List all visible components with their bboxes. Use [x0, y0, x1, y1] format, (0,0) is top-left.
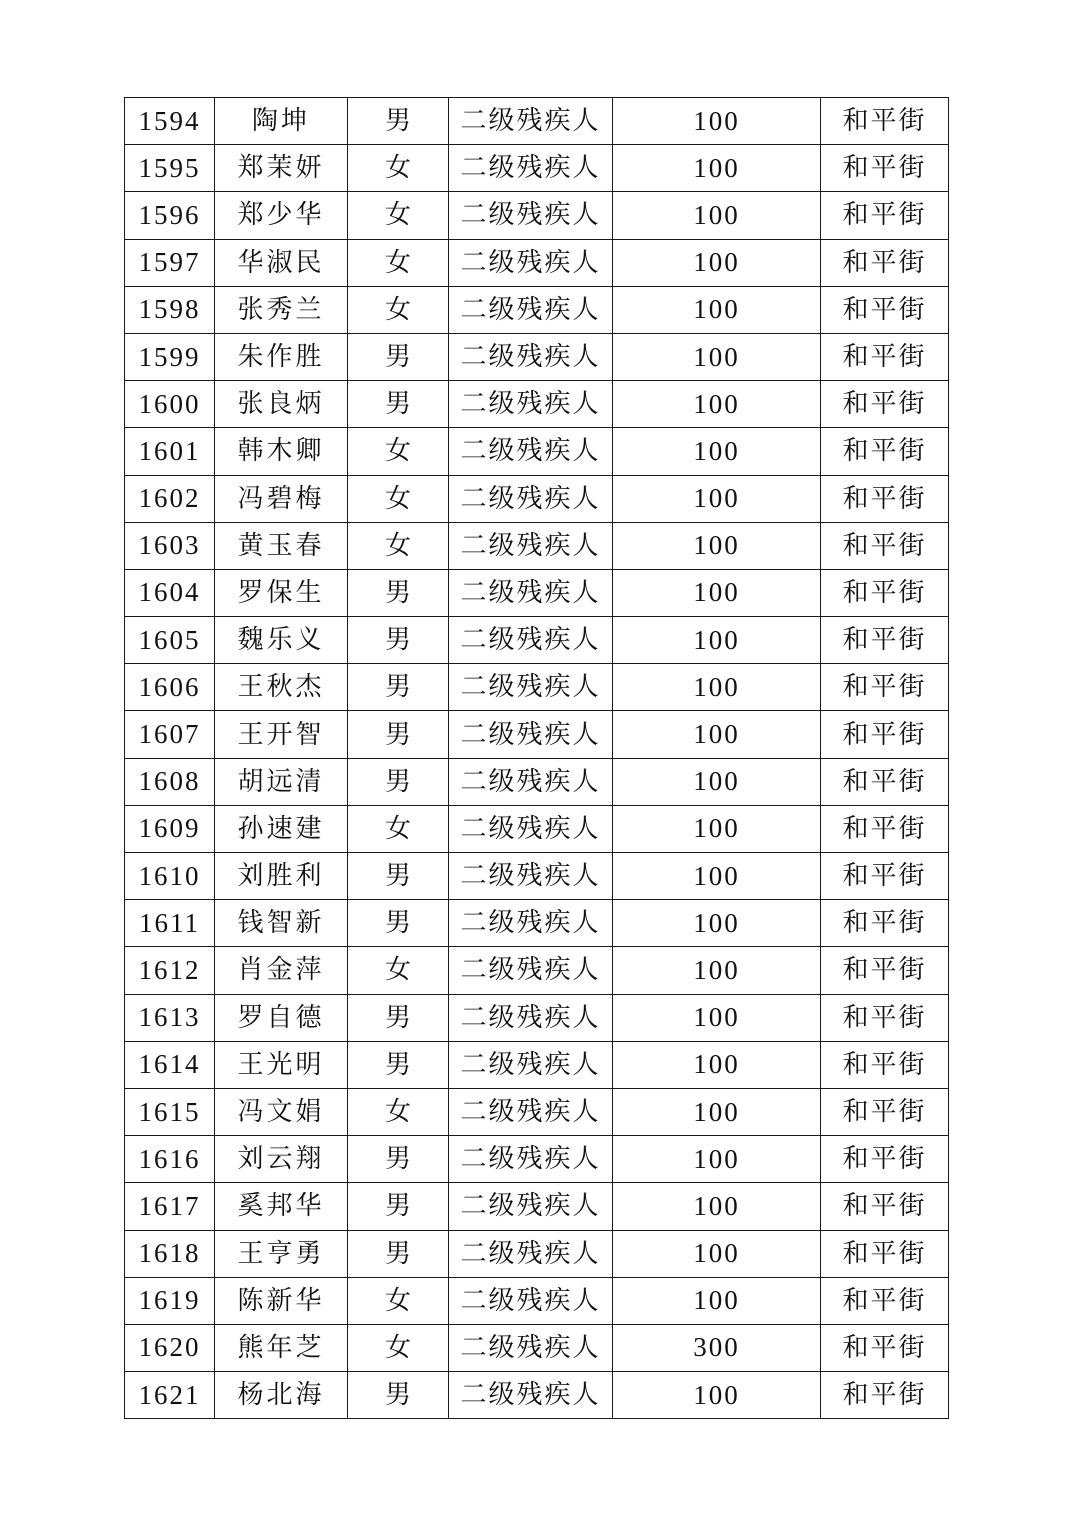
street-cell: 和平街: [821, 900, 949, 947]
name-cell: 王秋杰: [215, 664, 348, 711]
serial-number-cell: 1598: [125, 286, 215, 333]
gender-cell: 女: [348, 428, 449, 475]
amount-cell: 100: [613, 381, 821, 428]
serial-number-cell: 1613: [125, 994, 215, 1041]
street-cell: 和平街: [821, 333, 949, 380]
name-cell: 肖金萍: [215, 947, 348, 994]
serial-number-cell: 1615: [125, 1088, 215, 1135]
name-cell: 王亨勇: [215, 1230, 348, 1277]
street-cell: 和平街: [821, 475, 949, 522]
amount-cell: 100: [613, 853, 821, 900]
serial-number-cell: 1601: [125, 428, 215, 475]
table-row: [125, 994, 949, 1041]
table-row: [125, 522, 949, 569]
name-cell: 冯碧梅: [215, 475, 348, 522]
serial-number-cell: 1610: [125, 853, 215, 900]
table-row: [125, 805, 949, 852]
amount-cell: 100: [613, 239, 821, 286]
street-cell: 和平街: [821, 805, 949, 852]
table-row: [125, 664, 949, 711]
street-cell: 和平街: [821, 947, 949, 994]
name-cell: 冯文娟: [215, 1088, 348, 1135]
name-cell: 张秀兰: [215, 286, 348, 333]
disability-level-cell: 二级残疾人: [449, 1183, 613, 1230]
gender-cell: 男: [348, 569, 449, 616]
gender-cell: 女: [348, 1324, 449, 1371]
street-cell: 和平街: [821, 758, 949, 805]
disability-level-cell: 二级残疾人: [449, 192, 613, 239]
name-cell: 陈新华: [215, 1277, 348, 1324]
amount-cell: 100: [613, 522, 821, 569]
street-cell: 和平街: [821, 711, 949, 758]
roster-body: [125, 98, 949, 1419]
street-cell: 和平街: [821, 98, 949, 145]
gender-cell: 男: [348, 664, 449, 711]
amount-cell: 100: [613, 711, 821, 758]
name-cell: 胡远清: [215, 758, 348, 805]
name-cell: 郑少华: [215, 192, 348, 239]
table-row: [125, 1230, 949, 1277]
name-cell: 黄玉春: [215, 522, 348, 569]
disability-level-cell: 二级残疾人: [449, 569, 613, 616]
disability-level-cell: 二级残疾人: [449, 381, 613, 428]
amount-cell: 100: [613, 1230, 821, 1277]
name-cell: 奚邦华: [215, 1183, 348, 1230]
name-cell: 刘云翔: [215, 1136, 348, 1183]
amount-cell: 100: [613, 758, 821, 805]
disability-level-cell: 二级残疾人: [449, 664, 613, 711]
serial-number-cell: 1603: [125, 522, 215, 569]
gender-cell: 女: [348, 192, 449, 239]
gender-cell: 男: [348, 1183, 449, 1230]
table-row: [125, 286, 949, 333]
serial-number-cell: 1619: [125, 1277, 215, 1324]
amount-cell: 100: [613, 286, 821, 333]
disability-level-cell: 二级残疾人: [449, 947, 613, 994]
serial-number-cell: 1614: [125, 1041, 215, 1088]
amount-cell: 100: [613, 1183, 821, 1230]
street-cell: 和平街: [821, 381, 949, 428]
table-row: [125, 1088, 949, 1135]
disability-level-cell: 二级残疾人: [449, 1230, 613, 1277]
gender-cell: 女: [348, 286, 449, 333]
gender-cell: 女: [348, 522, 449, 569]
street-cell: 和平街: [821, 1041, 949, 1088]
street-cell: 和平街: [821, 522, 949, 569]
table-row: [125, 1372, 949, 1419]
amount-cell: 100: [613, 98, 821, 145]
name-cell: 王开智: [215, 711, 348, 758]
table-row: [125, 758, 949, 805]
gender-cell: 男: [348, 381, 449, 428]
street-cell: 和平街: [821, 853, 949, 900]
street-cell: 和平街: [821, 1230, 949, 1277]
disability-level-cell: 二级残疾人: [449, 428, 613, 475]
gender-cell: 男: [348, 1372, 449, 1419]
serial-number-cell: 1612: [125, 947, 215, 994]
serial-number-cell: 1600: [125, 381, 215, 428]
gender-cell: 女: [348, 1277, 449, 1324]
street-cell: 和平街: [821, 239, 949, 286]
amount-cell: 100: [613, 1277, 821, 1324]
disability-level-cell: 二级残疾人: [449, 1324, 613, 1371]
subsidy-roster-table: [124, 97, 949, 1419]
table-row: [125, 853, 949, 900]
table-row: [125, 145, 949, 192]
table-row: [125, 239, 949, 286]
gender-cell: 男: [348, 98, 449, 145]
gender-cell: 女: [348, 475, 449, 522]
amount-cell: 100: [613, 805, 821, 852]
name-cell: 刘胜利: [215, 853, 348, 900]
name-cell: 罗保生: [215, 569, 348, 616]
disability-level-cell: 二级残疾人: [449, 98, 613, 145]
disability-level-cell: 二级残疾人: [449, 333, 613, 380]
name-cell: 郑茉妍: [215, 145, 348, 192]
street-cell: 和平街: [821, 145, 949, 192]
street-cell: 和平街: [821, 664, 949, 711]
gender-cell: 女: [348, 1088, 449, 1135]
amount-cell: 100: [613, 569, 821, 616]
disability-level-cell: 二级残疾人: [449, 805, 613, 852]
name-cell: 魏乐义: [215, 617, 348, 664]
gender-cell: 男: [348, 1136, 449, 1183]
table-row: [125, 428, 949, 475]
serial-number-cell: 1606: [125, 664, 215, 711]
street-cell: 和平街: [821, 1324, 949, 1371]
table-row: [125, 192, 949, 239]
table-row: [125, 1136, 949, 1183]
table-row: [125, 1277, 949, 1324]
amount-cell: 100: [613, 994, 821, 1041]
serial-number-cell: 1621: [125, 1372, 215, 1419]
amount-cell: 100: [613, 1136, 821, 1183]
serial-number-cell: 1604: [125, 569, 215, 616]
amount-cell: 100: [613, 333, 821, 380]
street-cell: 和平街: [821, 1183, 949, 1230]
name-cell: 张良炳: [215, 381, 348, 428]
street-cell: 和平街: [821, 617, 949, 664]
name-cell: 熊年芝: [215, 1324, 348, 1371]
serial-number-cell: 1617: [125, 1183, 215, 1230]
serial-number-cell: 1594: [125, 98, 215, 145]
table-row: [125, 900, 949, 947]
name-cell: 韩木卿: [215, 428, 348, 475]
disability-level-cell: 二级残疾人: [449, 239, 613, 286]
gender-cell: 男: [348, 900, 449, 947]
gender-cell: 男: [348, 758, 449, 805]
gender-cell: 女: [348, 805, 449, 852]
serial-number-cell: 1602: [125, 475, 215, 522]
gender-cell: 女: [348, 145, 449, 192]
serial-number-cell: 1611: [125, 900, 215, 947]
disability-level-cell: 二级残疾人: [449, 286, 613, 333]
disability-level-cell: 二级残疾人: [449, 1372, 613, 1419]
serial-number-cell: 1596: [125, 192, 215, 239]
name-cell: 罗自德: [215, 994, 348, 1041]
name-cell: 孙速建: [215, 805, 348, 852]
gender-cell: 男: [348, 1230, 449, 1277]
street-cell: 和平街: [821, 192, 949, 239]
amount-cell: 100: [613, 617, 821, 664]
serial-number-cell: 1605: [125, 617, 215, 664]
name-cell: 华淑民: [215, 239, 348, 286]
table-row: [125, 617, 949, 664]
serial-number-cell: 1620: [125, 1324, 215, 1371]
serial-number-cell: 1607: [125, 711, 215, 758]
disability-level-cell: 二级残疾人: [449, 853, 613, 900]
table-row: [125, 1041, 949, 1088]
gender-cell: 女: [348, 947, 449, 994]
serial-number-cell: 1609: [125, 805, 215, 852]
amount-cell: 100: [613, 664, 821, 711]
street-cell: 和平街: [821, 1277, 949, 1324]
street-cell: 和平街: [821, 286, 949, 333]
name-cell: 王光明: [215, 1041, 348, 1088]
amount-cell: 100: [613, 1088, 821, 1135]
amount-cell: 300: [613, 1324, 821, 1371]
table-row: [125, 381, 949, 428]
table-row: [125, 333, 949, 380]
gender-cell: 女: [348, 239, 449, 286]
amount-cell: 100: [613, 900, 821, 947]
disability-level-cell: 二级残疾人: [449, 711, 613, 758]
disability-level-cell: 二级残疾人: [449, 475, 613, 522]
table-row: [125, 475, 949, 522]
gender-cell: 男: [348, 711, 449, 758]
table-row: [125, 711, 949, 758]
serial-number-cell: 1595: [125, 145, 215, 192]
street-cell: 和平街: [821, 1372, 949, 1419]
name-cell: 钱智新: [215, 900, 348, 947]
gender-cell: 男: [348, 617, 449, 664]
table-row: [125, 1324, 949, 1371]
table-row: [125, 1183, 949, 1230]
street-cell: 和平街: [821, 569, 949, 616]
disability-level-cell: 二级残疾人: [449, 1136, 613, 1183]
disability-level-cell: 二级残疾人: [449, 1088, 613, 1135]
disability-level-cell: 二级残疾人: [449, 994, 613, 1041]
gender-cell: 男: [348, 853, 449, 900]
serial-number-cell: 1616: [125, 1136, 215, 1183]
amount-cell: 100: [613, 428, 821, 475]
name-cell: 杨北海: [215, 1372, 348, 1419]
amount-cell: 100: [613, 192, 821, 239]
amount-cell: 100: [613, 1041, 821, 1088]
amount-cell: 100: [613, 947, 821, 994]
street-cell: 和平街: [821, 428, 949, 475]
gender-cell: 男: [348, 1041, 449, 1088]
serial-number-cell: 1618: [125, 1230, 215, 1277]
disability-level-cell: 二级残疾人: [449, 758, 613, 805]
gender-cell: 男: [348, 994, 449, 1041]
disability-level-cell: 二级残疾人: [449, 900, 613, 947]
street-cell: 和平街: [821, 1088, 949, 1135]
street-cell: 和平街: [821, 1136, 949, 1183]
table-row: [125, 569, 949, 616]
disability-level-cell: 二级残疾人: [449, 522, 613, 569]
serial-number-cell: 1597: [125, 239, 215, 286]
disability-level-cell: 二级残疾人: [449, 145, 613, 192]
table-row: [125, 98, 949, 145]
gender-cell: 男: [348, 333, 449, 380]
name-cell: 陶坤: [215, 98, 348, 145]
amount-cell: 100: [613, 475, 821, 522]
disability-level-cell: 二级残疾人: [449, 617, 613, 664]
disability-level-cell: 二级残疾人: [449, 1041, 613, 1088]
serial-number-cell: 1599: [125, 333, 215, 380]
amount-cell: 100: [613, 145, 821, 192]
serial-number-cell: 1608: [125, 758, 215, 805]
name-cell: 朱作胜: [215, 333, 348, 380]
amount-cell: 100: [613, 1372, 821, 1419]
street-cell: 和平街: [821, 994, 949, 1041]
table-row: [125, 947, 949, 994]
disability-level-cell: 二级残疾人: [449, 1277, 613, 1324]
